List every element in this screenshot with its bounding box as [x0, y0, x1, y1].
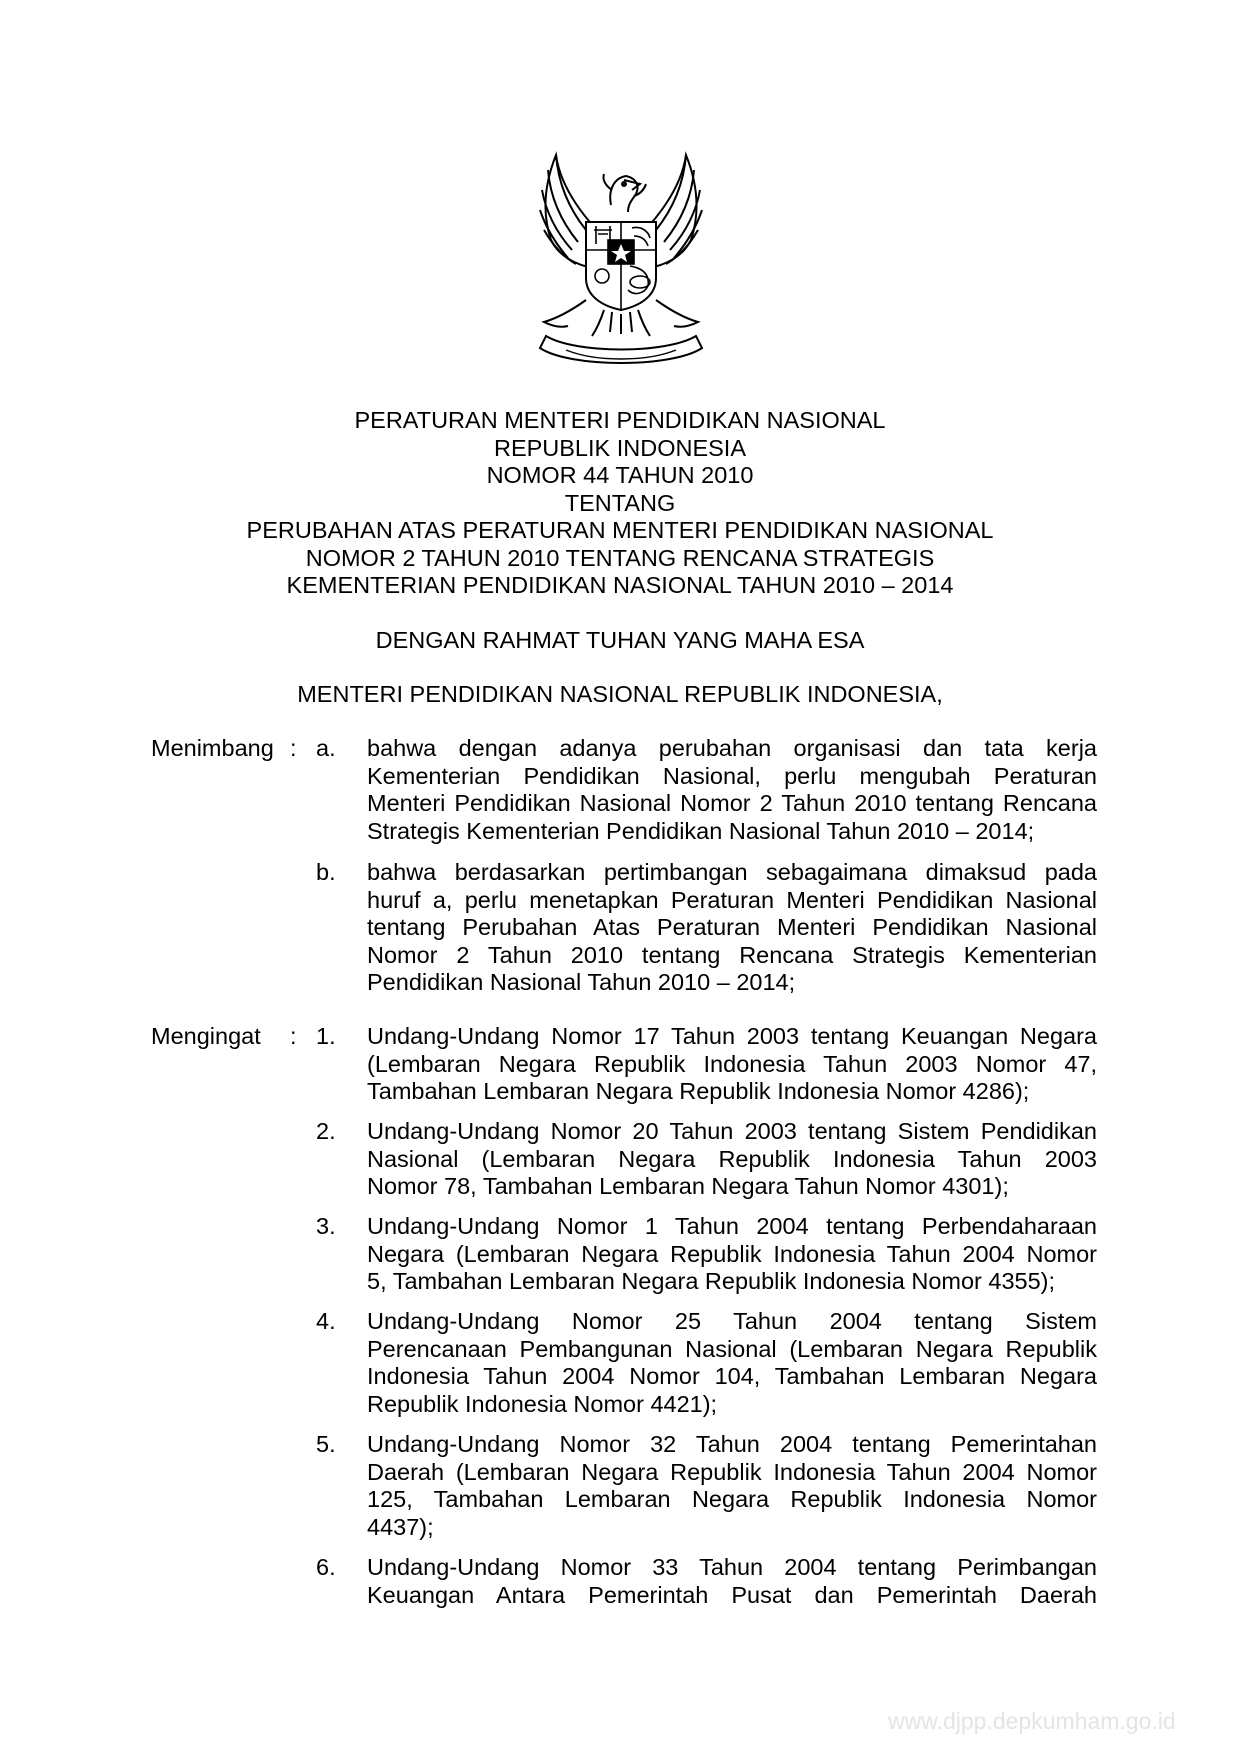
regulation-title — [0, 407, 1240, 600]
item-marker: 4. — [316, 1308, 336, 1334]
text-line: Indonesia Tahun 2004 Nomor 104, Tambahan Lembaran Negara — [367, 1363, 1097, 1389]
menimbang-colon: : — [290, 735, 297, 761]
item-text — [367, 1023, 1097, 1106]
text-line: Negara (Lembaran Negara Republik Indonesia Tahun 2004 Nomor — [367, 1240, 1097, 1267]
text-line: Daerah (Lembaran Negara Republik Indonesia Tahun 2004 Nomor — [367, 1458, 1097, 1485]
text-line: tentang Perubahan Atas Peraturan Menteri Pendidikan Nasional — [367, 914, 1097, 940]
text-line: Undang-Undang Nomor 20 Tahun 2003 tentang Sistem Pendidikan — [367, 1118, 1097, 1144]
item-text — [367, 1308, 1097, 1418]
text-line: bahwa dengan adanya perubahan organisasi dan tata kerja — [367, 735, 1097, 761]
text-line: Nasional (Lembaran Negara Republik Indonesia Tahun 2003 — [367, 1145, 1097, 1172]
item-text — [367, 1118, 1097, 1201]
text-line: Undang-Undang Nomor 17 Tahun 2003 tentang Keuangan Negara — [367, 1023, 1097, 1049]
blessing-line: DENGAN RAHMAT TUHAN YANG MAHA ESA — [375, 627, 865, 653]
text-line: Keuangan Antara Pemerintah Pusat dan Pemerintah Daerah — [367, 1581, 1097, 1608]
menimbang-label: Menimbang — [151, 735, 274, 761]
text-line: Republik Indonesia Nomor 4421); — [367, 1390, 718, 1417]
text-line: 125, Tambahan Lembaran Negara Republik Indonesia Nomor — [367, 1486, 1097, 1512]
source-watermark: www.djpp.depkumham.go.id — [888, 1708, 1176, 1734]
item-text — [367, 1213, 1097, 1296]
text-line: Nomor 78, Tambahan Lembaran Negara Tahun Nomor 4301); — [367, 1173, 1009, 1199]
item-marker: 6. — [316, 1554, 336, 1580]
text-line: 5, Tambahan Lembaran Negara Republik Indonesia Nomor 4355); — [367, 1268, 1056, 1294]
text-line: Undang-Undang Nomor 32 Tahun 2004 tentang Pemerintahan — [367, 1431, 1097, 1457]
item-text — [367, 1431, 1097, 1541]
text-line: Tambahan Lembaran Negara Republik Indonesia Nomor 4286); — [367, 1078, 1030, 1104]
text-line: Perencanaan Pembangunan Nasional (Lembaran Negara Republik — [367, 1335, 1097, 1362]
text-line: Kementerian Pendidikan Nasional, perlu mengubah Peraturan — [367, 762, 1097, 789]
text-line: Menteri Pendidikan Nasional Nomor 2 Tahun 2010 tentang Rencana — [367, 790, 1097, 816]
item-marker: 1. — [316, 1023, 336, 1049]
title-line-2: REPUBLIK INDONESIA — [493, 434, 747, 461]
item-text — [367, 735, 1097, 845]
garuda-emblem — [516, 150, 726, 380]
title-line-1: PERATURAN MENTERI PENDIDIKAN NASIONAL — [354, 407, 886, 433]
title-line-4: TENTANG — [564, 489, 676, 516]
item-text — [367, 1554, 1097, 1609]
title-line-5: PERUBAHAN ATAS PERATURAN MENTERI PENDIDIKAN NASIONAL — [246, 517, 994, 543]
title-line-7: KEMENTERIAN PENDIDIKAN NASIONAL TAHUN 2010 – 2014 — [286, 572, 954, 598]
text-line: 4437); — [367, 1513, 434, 1540]
minister-line: MENTERI PENDIDIKAN NASIONAL REPUBLIK INDONESIA, — [297, 681, 943, 707]
title-line-6: NOMOR 2 TAHUN 2010 TENTANG RENCANA STRATEGIS — [305, 544, 935, 571]
mengingat-label: Mengingat — [151, 1023, 261, 1049]
text-line: (Lembaran Negara Republik Indonesia Tahun 2003 Nomor 47, — [367, 1050, 1097, 1077]
title-line-3: NOMOR 44 TAHUN 2010 — [486, 462, 754, 488]
text-line: Strategis Kementerian Pendidikan Nasional Tahun 2010 – 2014; — [367, 817, 1035, 844]
text-line: huruf a, perlu menetapkan Peraturan Menteri Pendidikan Nasional — [367, 886, 1097, 913]
item-text — [367, 859, 1097, 997]
text-line: bahwa berdasarkan pertimbangan sebagaimana dimaksud pada — [367, 859, 1097, 885]
text-line: Undang-Undang Nomor 33 Tahun 2004 tentang Perimbangan — [367, 1554, 1097, 1580]
text-line: Undang-Undang Nomor 1 Tahun 2004 tentang Perbendaharaan — [367, 1213, 1097, 1239]
text-line: Undang-Undang Nomor 25 Tahun 2004 tentang Sistem — [367, 1308, 1097, 1334]
mengingat-colon: : — [290, 1023, 297, 1049]
item-marker: 5. — [316, 1431, 336, 1457]
item-marker: 2. — [316, 1118, 336, 1144]
item-marker: b. — [316, 859, 336, 885]
item-marker: 3. — [316, 1213, 336, 1239]
text-line: Pendidikan Nasional Tahun 2010 – 2014; — [367, 969, 796, 995]
text-line: Nomor 2 Tahun 2010 tentang Rencana Strategis Kementerian — [367, 941, 1097, 968]
item-marker: a. — [316, 735, 336, 761]
